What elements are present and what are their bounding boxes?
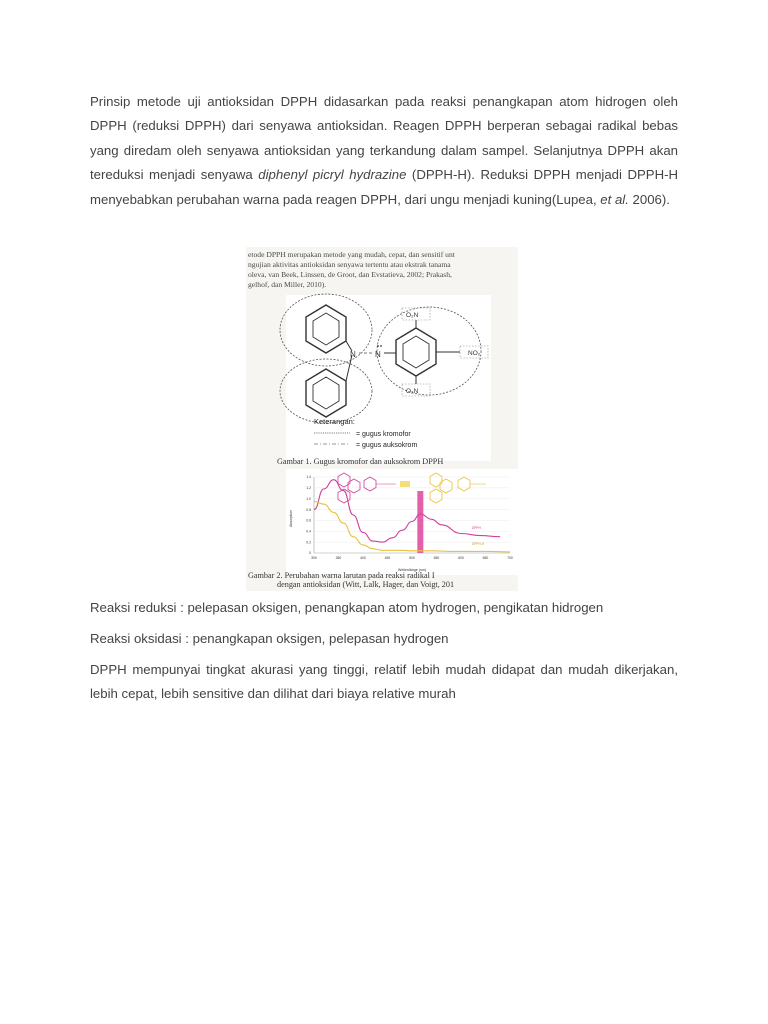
intro-text-1: Prinsip metode uji antioksidan DPPH didasarkan pada reaksi penangkapan atom hidrogen oleh DPPH (reduksi DPPH) dari senyawa antioksidan. Reagen DPPH berperan sebagai radikal bebas yang diredam oleh senyawa antioksidan yang terkandung dalam sampel. Selanjutnya DPPH akan tereduksi menjadi senyawa xyxy=(90,94,678,183)
chart-y-tick-label: 0.8 xyxy=(306,507,311,512)
figure-caption-2-line-1: Gambar 2. Perubahan warna larutan pada reaksi radikal I xyxy=(248,571,435,580)
chart-xlabel: Wellenlänge (nm) xyxy=(398,568,427,572)
figure-caption-2-line-2: dengan antioksidan (Witt, Lalk, Hager, dan Voigt, 201 xyxy=(277,580,455,589)
nitro-top-label: O₂N xyxy=(406,312,419,319)
highlight-band-517nm xyxy=(417,491,423,553)
nitrogen-1-label: N xyxy=(350,350,356,359)
figure-caption-1: Gambar 1. Gugus kromofor dan auksokrom DPPH xyxy=(277,457,444,466)
dpph-advantages-paragraph: DPPH mempunyai tingkat akurasi yang tinggi, relatif lebih mudah didapat dan mudah dikerjakan, lebih cepat, lebih sensitive dan dilihat dari biaya relative murah xyxy=(90,662,678,702)
oxidation-reaction-text: Reaksi oksidasi : penangkapan oksigen, pelepasan hydrogen xyxy=(90,631,449,646)
chart-y-tick-label: 0 xyxy=(309,551,311,556)
absorption-spectrum-chart xyxy=(246,469,518,575)
reduction-reaction-text: Reaksi reduksi : pelepasan oksigen, penangkapan atom hydrogen, pengikatan hidrogen xyxy=(90,600,604,615)
chart-x-tick-label: 650 xyxy=(482,556,489,560)
chart-y-tick-label: 0.2 xyxy=(306,540,311,545)
chart-x-tick-label: 350 xyxy=(335,556,342,560)
dpph-figure xyxy=(246,247,518,591)
chart-x-tick-label: 500 xyxy=(409,556,415,560)
chart-x-tick-label: 450 xyxy=(384,556,391,560)
figure-header-line-4: gelhof, dan Miller, 2010). xyxy=(248,280,327,289)
intro-paragraph xyxy=(90,90,678,212)
figure-header-line-2: ngujian aktivitas antioksidan senyawa tertentu atau ekstrak tanama xyxy=(248,260,451,269)
nitro-right-label: NO₂ xyxy=(468,350,481,357)
radical-dot-1 xyxy=(377,345,379,347)
dpph-structure-diagram xyxy=(246,293,518,463)
chart-ylabel: Absorption xyxy=(289,509,293,527)
chart-x-tick-label: 300 xyxy=(311,556,317,560)
chart-x-tick-label: 400 xyxy=(360,556,366,560)
radical-dot-2 xyxy=(380,345,382,347)
nitro-bottom-label: O₂N xyxy=(406,388,419,395)
intro-text-3: 2006). xyxy=(628,191,670,207)
chart-y-tick-label: 0.4 xyxy=(306,529,311,534)
intro-italic-1: diphenyl picryl hydrazine xyxy=(258,167,407,183)
chart-y-tick-label: 1.0 xyxy=(306,496,311,501)
figure-header-line-3: oleva, van Beek, Linssen, de Groot, dan Evstatieva, 2002; Prakash, xyxy=(248,270,452,279)
legend-label-dpph: DPPH xyxy=(472,526,481,530)
chart-y-tick-label: 0.6 xyxy=(306,518,311,523)
chart-x-tick-label: 550 xyxy=(433,556,440,560)
nitrogen-2-label: N xyxy=(375,350,381,359)
chart-y-tick-label: 1.4 xyxy=(306,475,311,480)
chart-x-tick-label: 700 xyxy=(507,556,513,560)
intro-text-2: (DPPH-H). Reduksi DPPH menjadi DPPH-H menyebabkan perubahan warna pada reagen DPPH, dari ungu menjadi kuning(Lupea, xyxy=(90,167,679,207)
reaction-arrow-marker xyxy=(400,481,410,487)
legend-kromofor-text: = gugus kromofor xyxy=(356,431,411,438)
intro-italic-2: et al. xyxy=(600,191,629,207)
legend-label-dpph-h: DPPH-H xyxy=(472,542,485,546)
chart-x-tick-label: 600 xyxy=(458,556,464,560)
legend-auksokrom-text: = gugus auksokrom xyxy=(356,442,418,449)
figure-header-line-1: etode DPPH merupakan metode yang mudah, cepat, dan sensitif unt xyxy=(248,250,455,259)
legend-title: Keterangan: xyxy=(314,417,355,426)
chart-y-tick-label: 1.2 xyxy=(306,486,311,491)
